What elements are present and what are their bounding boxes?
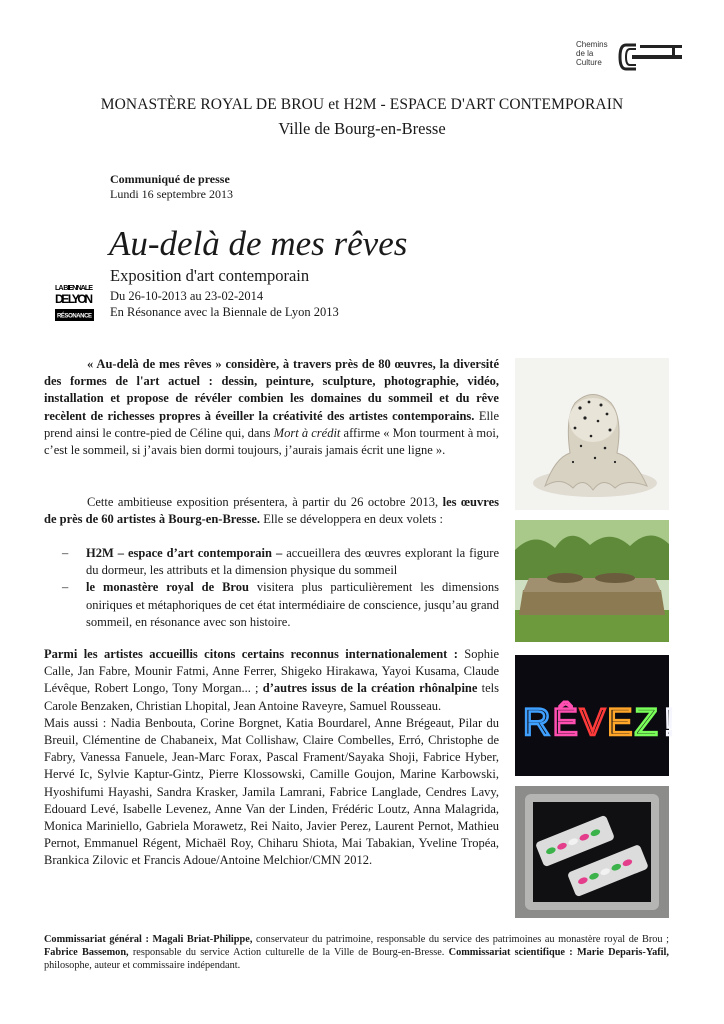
press-date: Lundi 16 septembre 2013 — [110, 187, 233, 201]
neon-letter: R — [523, 702, 551, 744]
press-release-info — [110, 172, 233, 202]
date-range: Du 26-10-2013 au 23-02-2014 — [110, 289, 264, 303]
list-item — [44, 579, 499, 631]
neon-letter: V — [579, 702, 606, 744]
logo-mark-icon — [618, 42, 684, 72]
credits-label: Commissariat général : — [44, 934, 153, 945]
artists-bold: d’autres issus de la création rhônalpine — [262, 681, 478, 696]
venue-description: accueillera des œuvres explorant la figure du dormeur, les attributs et la dimension physique du sommeil — [86, 546, 499, 578]
artists-text: Sophie Calle, Jan Fabre, Mounir Fatmi, Anne Ferrer, Shigeko Hirakawa, Yayoi Kusama, Claude Lévêque, Robert Longo, Tony Morgan... ; — [44, 647, 499, 696]
pills-artwork-photo — [515, 786, 669, 918]
neon-artwork-photo — [515, 655, 675, 776]
exhibition-text: Cette ambitieuse exposition présentera, à partir du 26 octobre 2013, — [87, 495, 443, 509]
artists-main — [44, 646, 499, 715]
biennale-de-lyon-logo — [55, 282, 94, 322]
biennale-line: DE LYON — [55, 292, 93, 306]
curator-name: Magali Briat-Philippe, — [152, 934, 253, 945]
intro-text: Elle prend ainsi le contre-pied de Céline qui, dans — [44, 408, 499, 440]
list-dash: – — [62, 546, 69, 560]
intro-quote: affirme « Mon tourment à moi, c’est le sommeil, si j’avais bien dormi toujours, j’aurais jamais écrit une ligne ». — [44, 425, 499, 458]
land-art-photo — [515, 520, 669, 642]
artists-also: Mais aussi : Nadia Benbouta, Corine Borgnet, Katia Bourdarel, Anne Brégeaut, Pilar du Breuil, Clémentine de Chabaneix, Mat Collishaw, Claire Combelles, Erró, Christophe de Fabry, Vanessa Fanuele, Jean-Marc Forax, Pascal Frament/Sayaka Shoji, Fabrice Hyber, Hervé Ic, Sylvie Kaptur-Gintz, Pierre Klossowski, Camille Goujon, Marine Karbowski, Hyoshifumi Hayashi, Sandra Krasker, Jamila Lamrani, Fabrice Langlade, Cendres Lavy, Edouard Levé, Isabelle Levenez, Anne Van der Linden, Frédéric Loutz, Anna Malagrida, Monica Mariniello, Gabriela Morawetz, Rei Naito, Javier Perez, Laurent Pernot, Mathieu Pernot, Emmanuel Régent, Michaël Roy, Chiharu Shiota, Mai Tabakian, Yveline Tropéa, Brankica Zilovic et Francis Adoue/Antoine Melchior/CMN 2012. — [44, 715, 499, 868]
artists-text: tels Carole Benzaken, Christian Lhopital, Jean Antoine Raveyre, Samuel Rousseau. — [44, 681, 500, 713]
exhibition-subtitle: Exposition d'art contemporain — [110, 266, 310, 285]
intro-bold: « Au-delà de mes rêves » considère, à travers près de 80 œuvres, la diversité des formes de l'art actuel : dessin, peinture, sculpture, photographie, vidéo, installation et propose de révéler combien les domaines du sommeil et du rêve recèlent de richesses propres à éveiller la créativité des artistes contemporains. — [44, 357, 499, 423]
exhibition-paragraph — [44, 494, 499, 528]
city-header: Ville de Bourg-en-Bresse — [278, 119, 446, 138]
artists-bold: Parmi les artistes accueillis citons certains reconnus internationalement : — [44, 647, 458, 661]
press-label: Communiqué de presse — [110, 172, 230, 186]
logo-text — [576, 40, 608, 67]
venue-list — [44, 545, 499, 631]
logo-line: Chemins — [576, 40, 608, 49]
neon-letter: E — [607, 702, 633, 744]
book-title: Mort à crédit — [273, 425, 341, 440]
artists-paragraph — [44, 646, 499, 870]
venue-name: le monastère royal de Brou — [86, 580, 249, 595]
list-item — [44, 545, 499, 579]
curators-credits — [44, 933, 669, 973]
intro-paragraph — [44, 356, 499, 459]
exhibition-dates — [110, 288, 339, 320]
resonance-note: En Résonance avec la Biennale de Lyon 2013 — [110, 305, 339, 319]
curator-role: conservateur du patrimoine, responsable du service des patrimoines au monastère royal de Brou ; — [252, 934, 669, 945]
chemins-de-la-culture-logo — [576, 40, 686, 76]
neon-word — [523, 701, 674, 744]
curator-role: responsable du service Action culturelle de la Ville de Bourg-en-Bresse. — [128, 947, 449, 959]
curator-name: Fabrice Bassemon, — [44, 947, 129, 959]
scientific-curator: Commissariat scientifique : Marie Deparis-Yafil, — [448, 947, 669, 959]
neon-letter: Ê — [552, 702, 578, 744]
exhibition-text-end: Elle se développera en deux volets : — [260, 512, 443, 527]
institution-header: MONASTÈRE ROYAL DE BROU et H2M - ESPACE D'ART CONTEMPORAIN — [100, 96, 624, 113]
venue-description: visitera plus particulièrement les dimensions oniriques et métaphoriques de cet état intermédiaire de conscience, jusqu’au grand sommeil, en résonance avec son histoire. — [86, 580, 499, 629]
biennale-line: RÉSONANCE — [57, 313, 92, 320]
curator-role: philosophe, auteur et commissaire indépendant. — [44, 960, 241, 972]
exhibition-bold: les œuvres de près de 60 artistes à Bourg-en-Bresse. — [44, 495, 499, 527]
neon-letter: ! — [663, 702, 675, 744]
list-dash: – — [62, 580, 69, 595]
venue-name: H2M – espace d’art contemporain – — [86, 546, 283, 560]
logo-line: de la — [576, 49, 594, 58]
neon-letter: Z — [634, 702, 658, 744]
exhibition-title: Au-delà de mes rêves — [109, 224, 408, 263]
sculpture-photo — [515, 358, 669, 510]
logo-line: Culture — [576, 58, 602, 67]
biennale-line: LA BIENNALE — [55, 283, 93, 292]
